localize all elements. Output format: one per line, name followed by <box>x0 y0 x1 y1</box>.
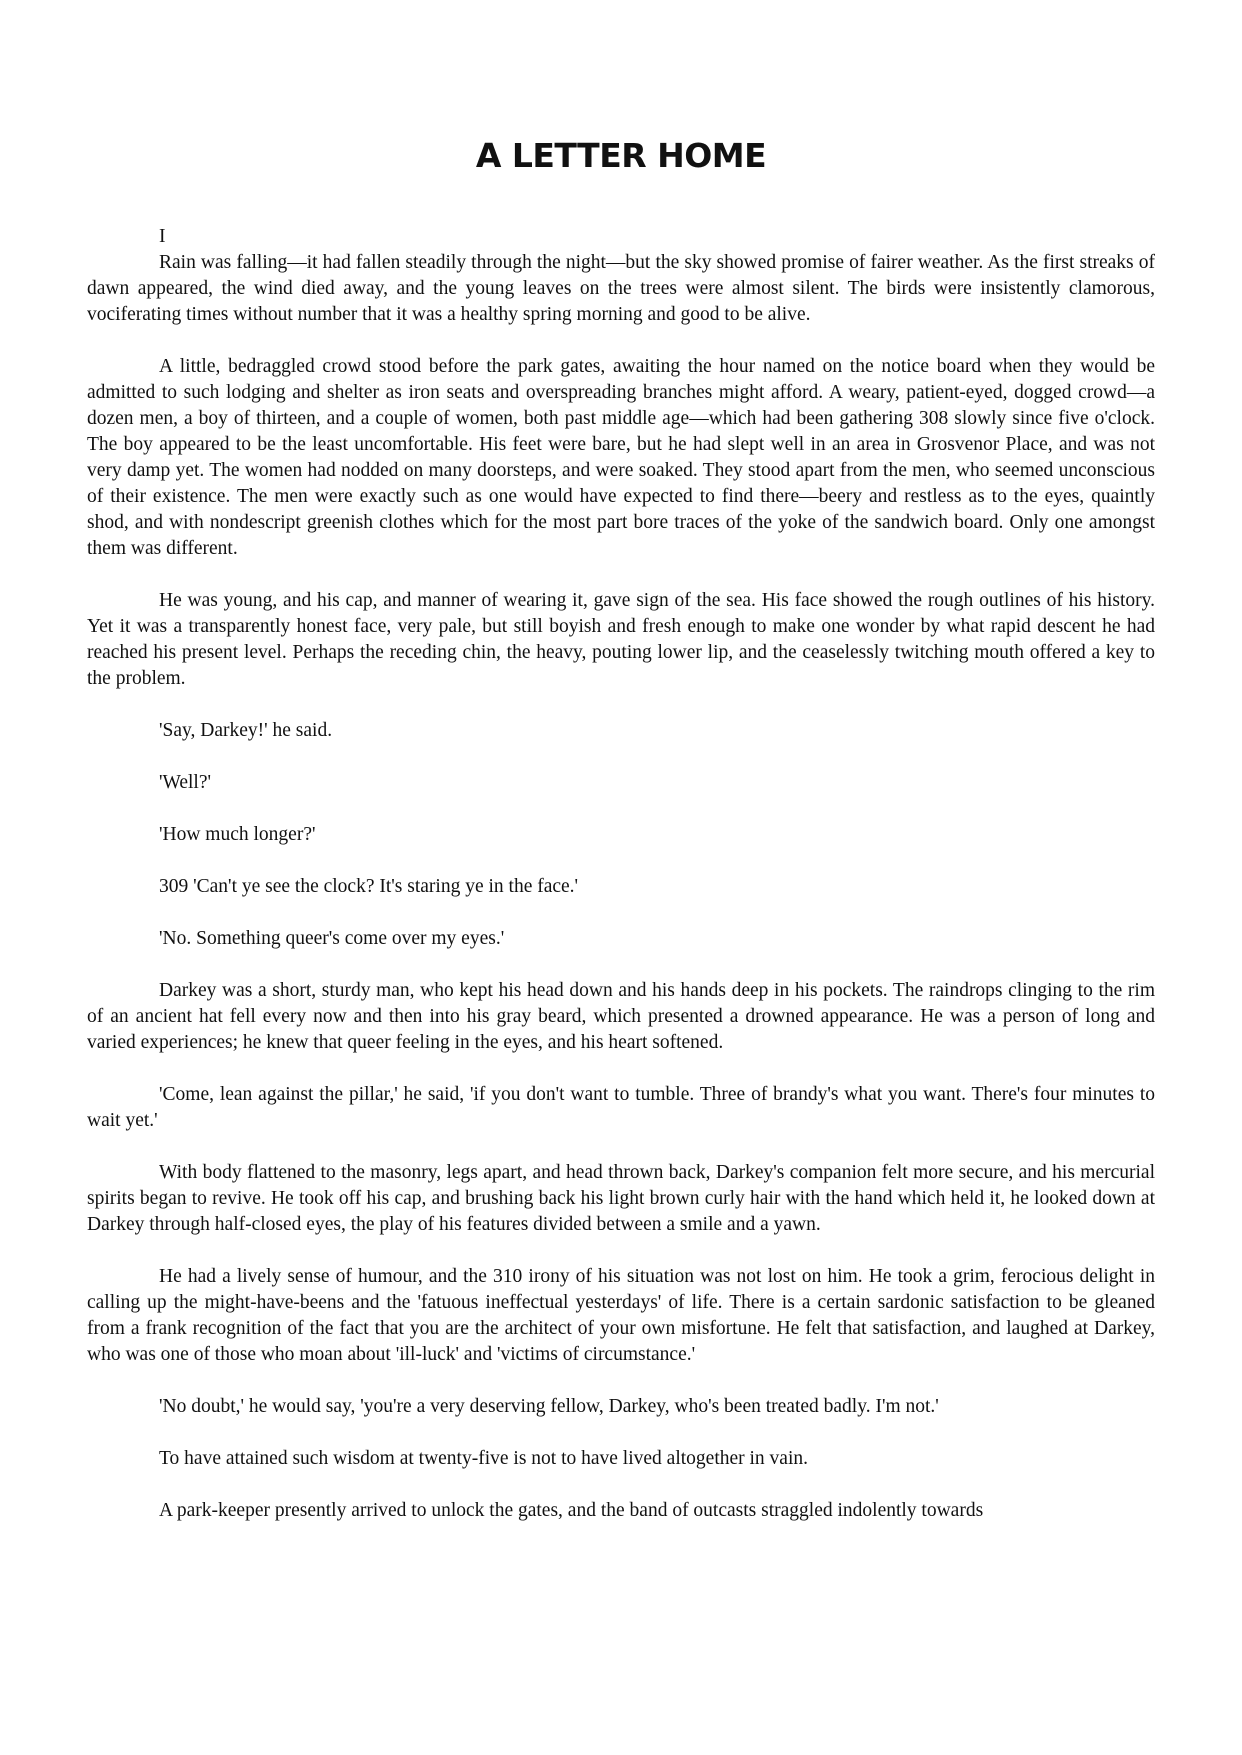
paragraph-8: 'No. Something queer's come over my eyes.' <box>159 928 505 949</box>
body-text <box>87 224 1155 1524</box>
paragraph-5: 'Well?' <box>159 772 212 793</box>
paragraph-9: Darkey was a short, sturdy man, who kept his head down and his hands deep in his pockets. The raindrops clinging to the rim of an ancient hat fell every now and then into his gray beard, which presented a drowned appearance. He was a person of long and varied experiences; he knew that queer feeling in the eyes, and his heart softened. <box>87 980 1155 1053</box>
paragraph-14: To have attained such wisdom at twenty-five is not to have lived altogether in vain. <box>159 1448 809 1469</box>
paragraph-7: 309 'Can't ye see the clock? It's staring ye in the face.' <box>159 876 579 897</box>
paragraph-12: He had a lively sense of humour, and the 310 irony of his situation was not lost on him. He took a grim, ferocious delight in calling up the might-have-beens and the 'fatuous ineffectual yesterdays' of life. There is a certain sardonic satisfaction to be gleaned from a frank recognition of the fact that you are the architect of your own misfortune. He felt that satisfaction, and laughed at Darkey, who was one of those who moan about 'ill-luck' and 'victims of circumstance.' <box>87 1266 1155 1365</box>
paragraph-2: A little, bedraggled crowd stood before the park gates, awaiting the hour named on the notice board when they would be admitted to such lodging and shelter as iron seats and overspreading branches might afford. A weary, patient-eyed, dogged crowd—a dozen men, a boy of thirteen, and a couple of women, both past middle age—which had been gathering 308 slowly since five o'clock. The boy appeared to be the least uncomfortable. His feet were bare, but he had slept well in an area in Grosvenor Place, and was not very damp yet. The women had nodded on many doorsteps, and were soaked. They stood apart from the men, who seemed unconscious of their existence. The men were exactly such as one would have expected to find there—beery and restless as to the eyes, quaintly shod, and with nondescript greenish clothes which for the most part bore traces of the yoke of the sandwich board. Only one amongst them was different. <box>87 356 1155 559</box>
section-heading: I <box>159 226 166 247</box>
document-title: A LETTER HOME <box>475 136 767 175</box>
paragraph-3: He was young, and his cap, and manner of wearing it, gave sign of the sea. His face showed the rough outlines of his history. Yet it was a transparently honest face, very pale, but still boyish and fresh enough to make one wonder by what rapid descent he had reached his present level. Perhaps the receding chin, the heavy, pouting lower lip, and the ceaselessly twitching mouth offered a key to the problem. <box>87 590 1155 689</box>
paragraph-6: 'How much longer?' <box>159 824 316 845</box>
paragraph-13: 'No doubt,' he would say, 'you're a very deserving fellow, Darkey, who's been treated badly. I'm not.' <box>159 1396 939 1417</box>
document-page <box>87 0 1155 1550</box>
paragraph-4: 'Say, Darkey!' he said. <box>159 720 333 741</box>
paragraph-10: 'Come, lean against the pillar,' he said, 'if you don't want to tumble. Three of brandy's what you want. There's four minutes to wait yet.' <box>87 1084 1155 1131</box>
paragraph-11: With body flattened to the masonry, legs apart, and head thrown back, Darkey's companion felt more secure, and his mercurial spirits began to revive. He took off his cap, and brushing back his light brown curly hair with the hand which held it, he looked down at Darkey through half-closed eyes, the play of his features divided between a smile and a yawn. <box>87 1162 1155 1235</box>
paragraph-1: Rain was falling—it had fallen steadily through the night—but the sky showed promise of fairer weather. As the first streaks of dawn appeared, the wind died away, and the young leaves on the trees were almost silent. The birds were insistently clamorous, vociferating times without number that it was a healthy spring morning and good to be alive. <box>87 252 1155 325</box>
paragraph-15: A park-keeper presently arrived to unlock the gates, and the band of outcasts straggled indolently towards <box>159 1500 984 1521</box>
